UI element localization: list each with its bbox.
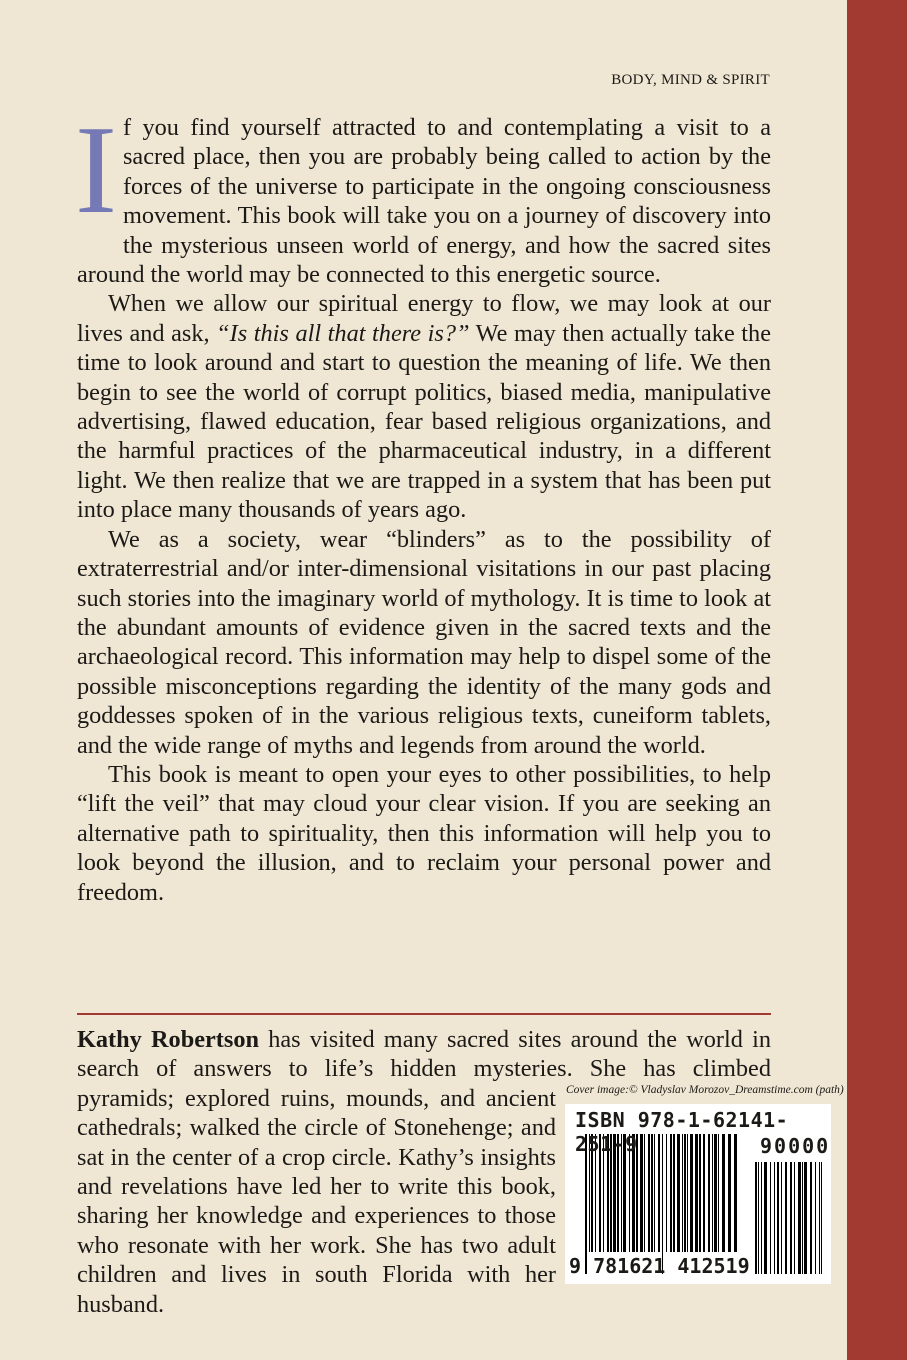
author-name: Kathy Robertson <box>77 1026 259 1053</box>
divider <box>77 1013 771 1015</box>
description-paragraph-2 <box>77 289 771 524</box>
description-paragraph-1 <box>75 101 771 289</box>
barcode-bar <box>758 1162 759 1274</box>
spine-band <box>847 0 907 1360</box>
ean-number: 9 781621 412519 <box>569 1254 750 1278</box>
barcode-bar <box>761 1162 762 1274</box>
barcode-bar <box>764 1162 767 1274</box>
paragraph-text: f you find yourself attracted to and contemplating a visit to a sacred place, then you are probably being called to action by the forces of the universe to participate in the ongoing consciousness movement. This book will take you on a journey of discovery into the mysterious unseen world of energy, and how the sacred sites around the world may be connected to this energetic source. <box>77 114 771 289</box>
paragraph-text: When we allow our spiritual energy to flow, we may look at our lives and ask, <box>77 290 771 347</box>
category-label: BODY, MIND & SPIRIT <box>611 72 770 88</box>
barcode-bar <box>810 1162 812 1274</box>
cover-credit: Cover image:© Vladyslav Morozov_Dreamstime.com (path) <box>566 1084 844 1096</box>
barcode-bar <box>794 1162 795 1274</box>
quote-text: “Is this all that there is?” <box>216 319 470 347</box>
barcode-bar <box>770 1162 771 1274</box>
barcode-bar <box>804 1162 807 1274</box>
barcode-bar <box>798 1162 801 1274</box>
barcode-bar <box>790 1162 792 1274</box>
barcode-bar <box>815 1162 816 1274</box>
barcode-bar <box>781 1162 782 1274</box>
barcode-bar <box>774 1162 775 1274</box>
drop-cap: I <box>75 101 117 240</box>
isbn-barcode <box>565 1104 831 1284</box>
author-bio-text: has visited many sacred sites around the world in search of answers to life’s hidden mysteries. She has climbed pyramids; explored ruins, mounds, and ancient cathedrals; walked the circle of Stonehenge; and sat in the center of a crop circle. Kathy’s insights and revelations have led her to write this book, sharing her knowledge and experiences to those who resonate with her work. She has two adult children and lives in south Florida with her husband. <box>77 1026 771 1318</box>
barcode-bar <box>802 1162 803 1274</box>
description-paragraph-4: This book is meant to open your eyes to other possibilities, to help “lift the veil” that may cloud your clear vision. If you are seeking an alternative path to spirituality, then this information will help you to look beyond the illusion, and to reclaim your personal power and freedom. <box>77 760 771 906</box>
barcode-bar <box>755 1162 757 1274</box>
barcode-bar <box>777 1162 779 1274</box>
price-addon: 90000 <box>760 1134 831 1158</box>
barcode-bar <box>819 1162 820 1274</box>
paragraph-text: We may then actually take the time to look around and start to question the meaning of life. We then begin to see the world of corrupt politics, biased media, manipulative advertising, flawed education, fear based religious organizations, and the harmful practices of the pharmaceutical industry, in a different light. We then realize that we are trapped in a system that has been put into place many thousands of years ago. <box>77 319 771 524</box>
description-paragraph-3: We as a society, wear “blinders” as to the possibility of extraterrestrial and/or inter-dimensional visitations in our past placing such stories into the imaginary world of mythology. It is time to look at the abundant amounts of evidence given in the sacred texts and the archaeological record. This information may help to dispel some of the possible misconceptions regarding the identity of the many gods and goddesses spoken of in the various religious texts, cuneiform tablets, and the wide range of myths and legends from around the world. <box>77 525 771 759</box>
book-description <box>75 101 771 907</box>
barcode-bar <box>821 1162 822 1274</box>
barcode-bar <box>785 1162 787 1274</box>
isbn-number: ISBN 978-1-62141-251-9 <box>575 1108 789 1156</box>
